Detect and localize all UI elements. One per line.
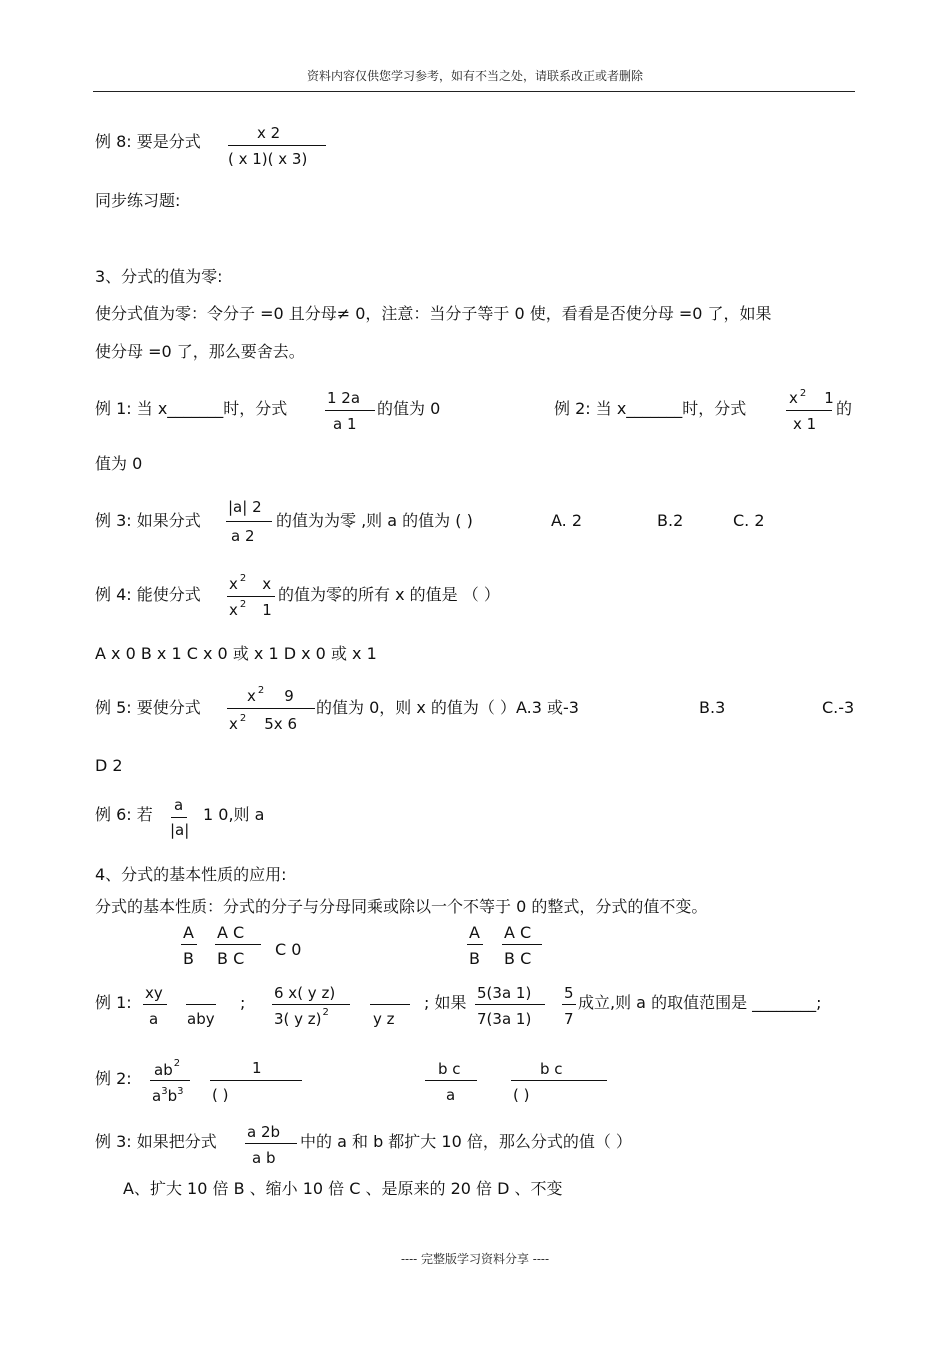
section-3-rule-line1: 使分式值为零：令分子 =0 且分母≠ 0，注意：当分子等于 0 使，看看是否使分母 =0 了，如果 <box>95 304 772 323</box>
property-fraction-2-denominator: B C <box>217 949 245 968</box>
section-4-title: 4、分式的基本性质的应用: <box>95 865 287 884</box>
zero-example-1-label: 例 1: 当 x_______时，分式 <box>95 399 288 418</box>
header-rule <box>93 91 855 92</box>
property-example-2-n2: 1 <box>252 1059 262 1077</box>
property-fraction-4-bar <box>502 944 542 945</box>
example-8-fraction-bar <box>228 145 326 146</box>
zero-example-5-numerator: x $^2$ 9 <box>247 685 294 705</box>
zero-example-1-tail: 的值为 0 <box>377 399 441 418</box>
zero-example-3-denominator: a 2 <box>231 527 255 545</box>
property-example-3-options: A、扩大 10 倍 B 、缩小 10 倍 C 、是原来的 20 倍 D 、不变 <box>123 1179 563 1198</box>
example-8-denominator: ( x 1)( x 3) <box>228 150 308 168</box>
property-example-1-bar4 <box>370 1004 410 1005</box>
zero-example-5-option-d: D 2 <box>95 756 123 775</box>
zero-example-5-label: 例 5: 要使分式 <box>95 698 201 717</box>
property-example-1-bar3 <box>272 1004 350 1005</box>
property-example-1-tail: 成立,则 a 的取值范围是 ________; <box>578 993 822 1012</box>
property-example-1-bar2 <box>186 1004 216 1005</box>
property-example-1-d5: 7(3a 1) <box>477 1010 532 1028</box>
zero-example-4-denominator: x $^2$ 1 <box>229 599 272 619</box>
property-fraction-1-bar <box>181 944 197 945</box>
property-example-1-n1: xy <box>145 984 163 1002</box>
page-footer: ---- 完整版学习资料分享 ---- <box>400 1252 550 1266</box>
example-8-numerator: x 2 <box>257 124 281 142</box>
property-example-1-n3: 6 x( y z) <box>274 984 336 1002</box>
zero-example-2-tail: 的 <box>836 399 853 418</box>
property-fraction-4-denominator: B C <box>504 949 532 968</box>
section-3-title: 3、分式的值为零: <box>95 267 223 286</box>
zero-example-2-denominator: x 1 <box>793 415 817 433</box>
zero-example-3-option-a: A. 2 <box>551 511 583 530</box>
zero-example-4-numerator: x $^2$ x <box>229 573 272 593</box>
property-example-2-bar1 <box>150 1080 190 1081</box>
zero-example-4-tail: 的值为零的所有 x 的值是 （ ） <box>278 585 500 604</box>
property-example-2-bar2 <box>210 1080 302 1081</box>
zero-example-5-option-b: B.3 <box>699 698 726 717</box>
zero-example-2-numerator: x $^2$ 1 <box>789 388 834 407</box>
property-example-1-d6: 7 <box>564 1010 574 1028</box>
property-fraction-3-denominator: B <box>469 949 480 968</box>
property-example-3-tail: 中的 a 和 b 都扩大 10 倍，那么分式的值（ ） <box>300 1132 632 1151</box>
property-example-2-n1: $ab^2$ <box>154 1058 181 1079</box>
property-example-2-d3: a <box>446 1086 456 1104</box>
property-example-1-mid: ; 如果 <box>424 993 467 1012</box>
zero-example-3-fraction-bar <box>226 521 272 522</box>
property-example-1-semicolon: ; <box>240 993 246 1012</box>
property-example-1-bar5 <box>475 1004 545 1005</box>
zero-example-6-fraction-bar <box>171 817 187 818</box>
property-example-2-n3: b c <box>438 1060 461 1078</box>
property-fraction-3-bar <box>467 944 483 945</box>
property-example-2-d4: ( ) <box>513 1086 530 1104</box>
property-example-2-n4: b c <box>540 1060 563 1078</box>
property-example-3-denominator: a b <box>252 1149 276 1167</box>
property-fraction-4-numerator: A C <box>504 923 532 942</box>
zero-example-1-numerator: 1 2a <box>327 389 361 407</box>
property-example-3-fraction-bar <box>245 1143 297 1144</box>
page-header: 资料内容仅供您学习参考，如有不当之处，请联系改正或者删除 <box>306 69 643 83</box>
zero-example-5-option-c: C.-3 <box>822 698 855 717</box>
zero-example-2-label: 例 2: 当 x_______时，分式 <box>554 399 747 418</box>
property-fraction-2-bar <box>215 944 261 945</box>
property-fraction-1-numerator: A <box>183 923 194 942</box>
property-example-1-d2: aby <box>187 1010 215 1028</box>
property-example-2-bar3 <box>425 1080 477 1081</box>
property-example-1-n5: 5(3a 1) <box>477 984 532 1002</box>
property-example-1-bar1 <box>143 1004 167 1005</box>
zero-example-4-options: A x 0 B x 1 C x 0 或 x 1 D x 0 或 x 1 <box>95 644 377 663</box>
zero-example-1-denominator: a 1 <box>333 415 357 433</box>
property-fraction-2-numerator: A C <box>217 923 245 942</box>
property-example-1-label: 例 1: <box>95 993 132 1012</box>
zero-example-3-label: 例 3: 如果分式 <box>95 511 201 530</box>
zero-example-6-label: 例 6: 若 <box>95 805 153 824</box>
property-example-1-d4: y z <box>373 1010 395 1028</box>
zero-example-3-numerator: |a| 2 <box>228 498 262 516</box>
zero-example-1-fraction-bar <box>325 410 375 411</box>
zero-example-2-fraction-bar <box>786 410 832 411</box>
zero-example-4-label: 例 4: 能使分式 <box>95 585 201 604</box>
zero-example-6-numerator: a <box>174 796 184 814</box>
zero-example-3-option-b: B.2 <box>657 511 684 530</box>
zero-example-5-denominator: x $^2$ 5x 6 <box>229 713 297 733</box>
property-fraction-3-numerator: A <box>469 923 480 942</box>
property-example-1-d3: 3( y z)$^2$ <box>274 1007 329 1028</box>
property-example-1-bar6 <box>562 1004 576 1005</box>
property-example-3-numerator: a 2b <box>247 1123 281 1141</box>
zero-example-5-fraction-bar <box>227 708 315 709</box>
property-fraction-1-denominator: B <box>183 949 194 968</box>
zero-example-3-tail: 的值为为零 ,则 a 的值为 ( ) <box>276 511 473 530</box>
zero-example-3-option-c: C. 2 <box>733 511 765 530</box>
section-4-rule: 分式的基本性质：分式的分子与分母同乘或除以一个不等于 0 的整式，分式的值不变。 <box>95 897 708 916</box>
property-example-1-d1: a <box>149 1010 159 1028</box>
sync-exercises-heading: 同步练习题: <box>95 191 181 210</box>
property-example-1-n6: 5 <box>564 984 574 1002</box>
section-3-rule-line2: 使分母 =0 了，那么要舍去。 <box>95 342 305 361</box>
zero-example-6-tail: 1 0,则 a <box>203 805 265 824</box>
property-example-2-d2: ( ) <box>212 1086 229 1104</box>
zero-example-2-tail-line2: 值为 0 <box>95 454 143 473</box>
property-example-3-label: 例 3: 如果把分式 <box>95 1132 217 1151</box>
zero-example-5-tail: 的值为 0，则 x 的值为（ ）A.3 或-3 <box>316 698 579 717</box>
zero-example-6-denominator: |a| <box>170 821 190 839</box>
example-8-label: 例 8: 要是分式 <box>95 132 201 151</box>
property-example-2-label: 例 2: <box>95 1069 132 1088</box>
property-example-2-bar4 <box>511 1080 607 1081</box>
property-condition: C 0 <box>275 940 302 959</box>
zero-example-4-fraction-bar <box>227 596 275 597</box>
property-example-2-d1: $a^3b^3$ <box>152 1086 184 1105</box>
